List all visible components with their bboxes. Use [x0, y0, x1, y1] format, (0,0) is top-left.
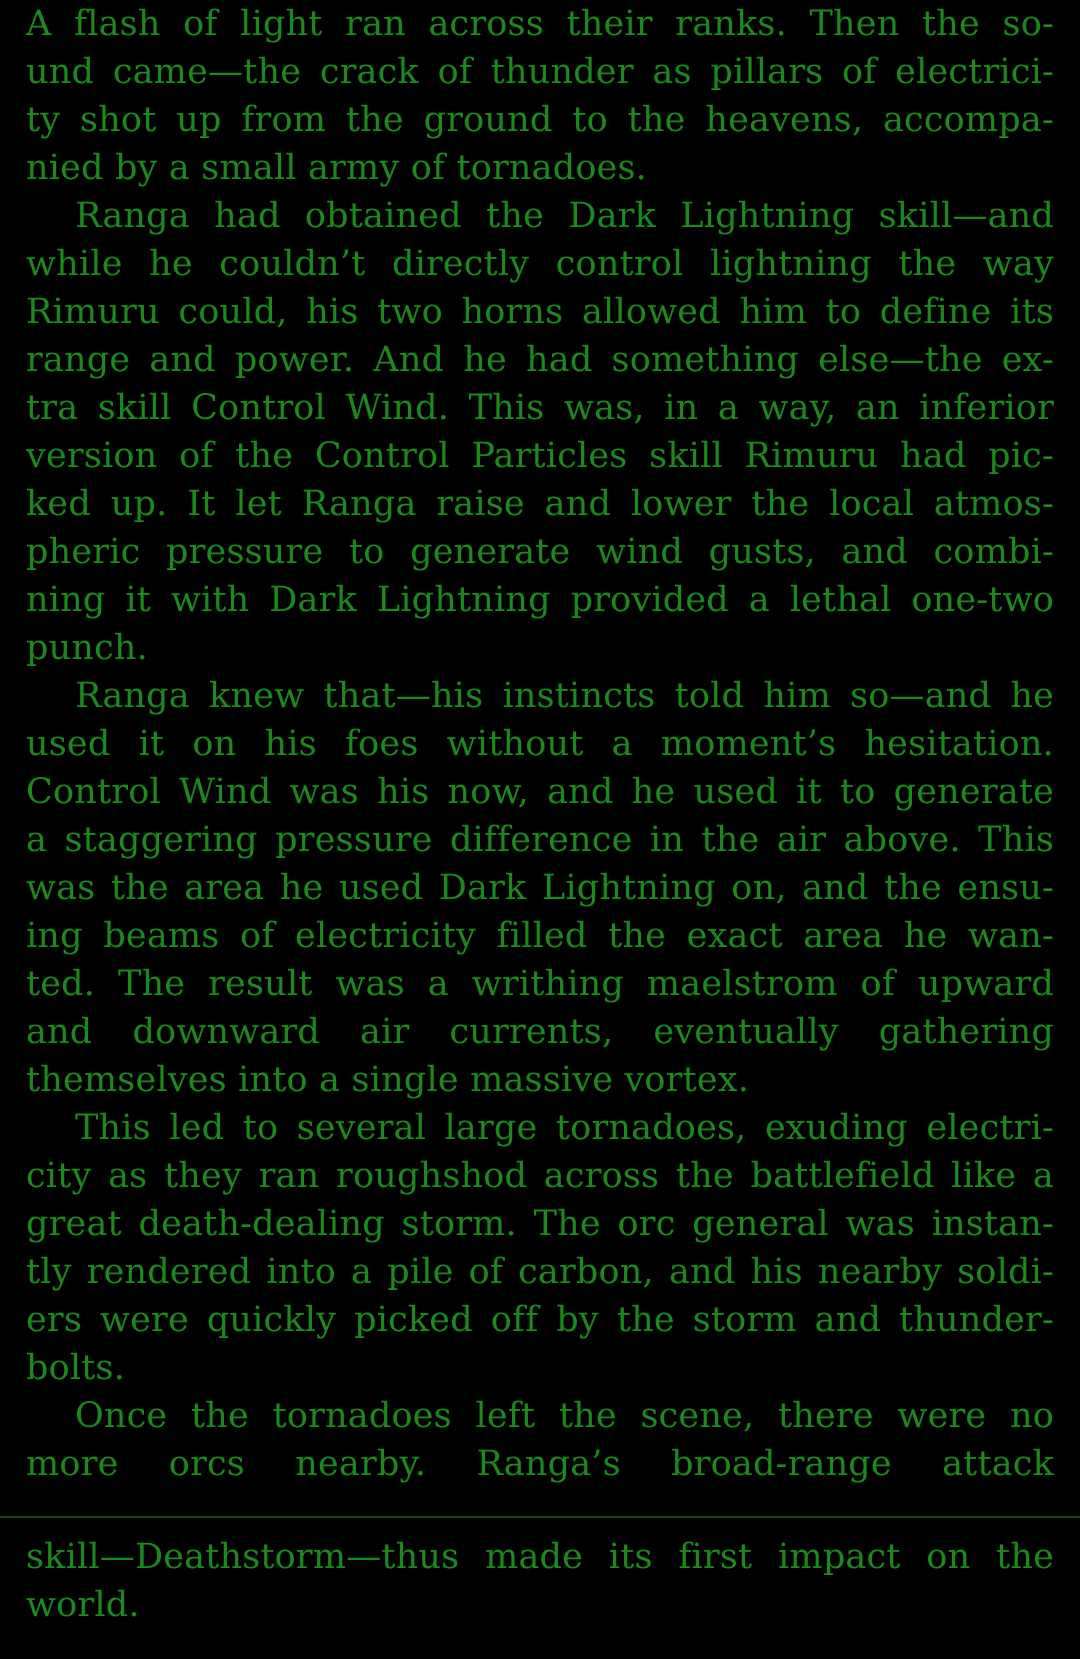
text-line: ty shot up from the ground to the heavens, accompa-: [26, 100, 1054, 140]
text-line: skill—Deathstorm—thus made its first impact on the: [26, 1537, 1054, 1577]
text-line: Ranga knew that—his instincts told him so—and he: [75, 676, 1054, 716]
text-line: A flash of light ran across their ranks. Then the so-: [26, 4, 1054, 44]
text-line: und came—the crack of thunder as pillars of electrici-: [26, 52, 1054, 92]
text-line: world.: [26, 1585, 140, 1625]
text-line: pheric pressure to generate wind gusts, and combi-: [26, 532, 1054, 572]
page-divider: [0, 1516, 1080, 1518]
text-line: ing beams of electricity filled the exact area he wan-: [26, 916, 1054, 956]
text-line: themselves into a single massive vortex.: [26, 1060, 750, 1100]
text-line: ers were quickly picked off by the storm and thunder-: [26, 1300, 1054, 1340]
text-line: Ranga had obtained the Dark Lightning skill—and: [75, 196, 1054, 236]
text-line: ning it with Dark Lightning provided a lethal one-two: [26, 580, 1054, 620]
text-line: while he couldn’t directly control lightning the way: [26, 244, 1054, 284]
text-line: Rimuru could, his two horns allowed him to define its: [26, 292, 1054, 332]
text-line: and downward air currents, eventually gathering: [26, 1012, 1054, 1052]
text-line: used it on his foes without a moment’s hesitation.: [26, 724, 1054, 764]
text-line: ted. The result was a writhing maelstrom of upward: [26, 964, 1054, 1004]
text-line: nied by a small army of tornadoes.: [26, 148, 647, 188]
text-line: city as they ran roughshod across the battlefield like a: [26, 1156, 1054, 1196]
text-line: This led to several large tornadoes, exuding electri-: [75, 1108, 1054, 1148]
text-line: tra skill Control Wind. This was, in a way, an inferior: [26, 388, 1054, 428]
text-line: Once the tornadoes left the scene, there were no: [75, 1396, 1054, 1436]
text-line: version of the Control Particles skill Rimuru had pic-: [26, 436, 1054, 476]
page-text: [26, 0, 1054, 1488]
next-page-text: [26, 1533, 1054, 1629]
text-line: Control Wind was his now, and he used it to generate: [26, 772, 1054, 812]
text-line: punch.: [26, 628, 148, 668]
text-line: ked up. It let Ranga raise and lower the local atmos-: [26, 484, 1054, 524]
text-line: more orcs nearby. Ranga’s broad-range attack: [26, 1444, 1054, 1484]
text-line: tly rendered into a pile of carbon, and his nearby soldi-: [26, 1252, 1054, 1292]
text-line: was the area he used Dark Lightning on, and the ensu-: [26, 868, 1054, 908]
text-line: range and power. And he had something else—the ex-: [26, 340, 1054, 380]
text-line: great death-dealing storm. The orc general was instan-: [26, 1204, 1054, 1244]
text-line: a staggering pressure difference in the air above. This: [26, 820, 1054, 860]
text-line: bolts.: [26, 1348, 126, 1388]
